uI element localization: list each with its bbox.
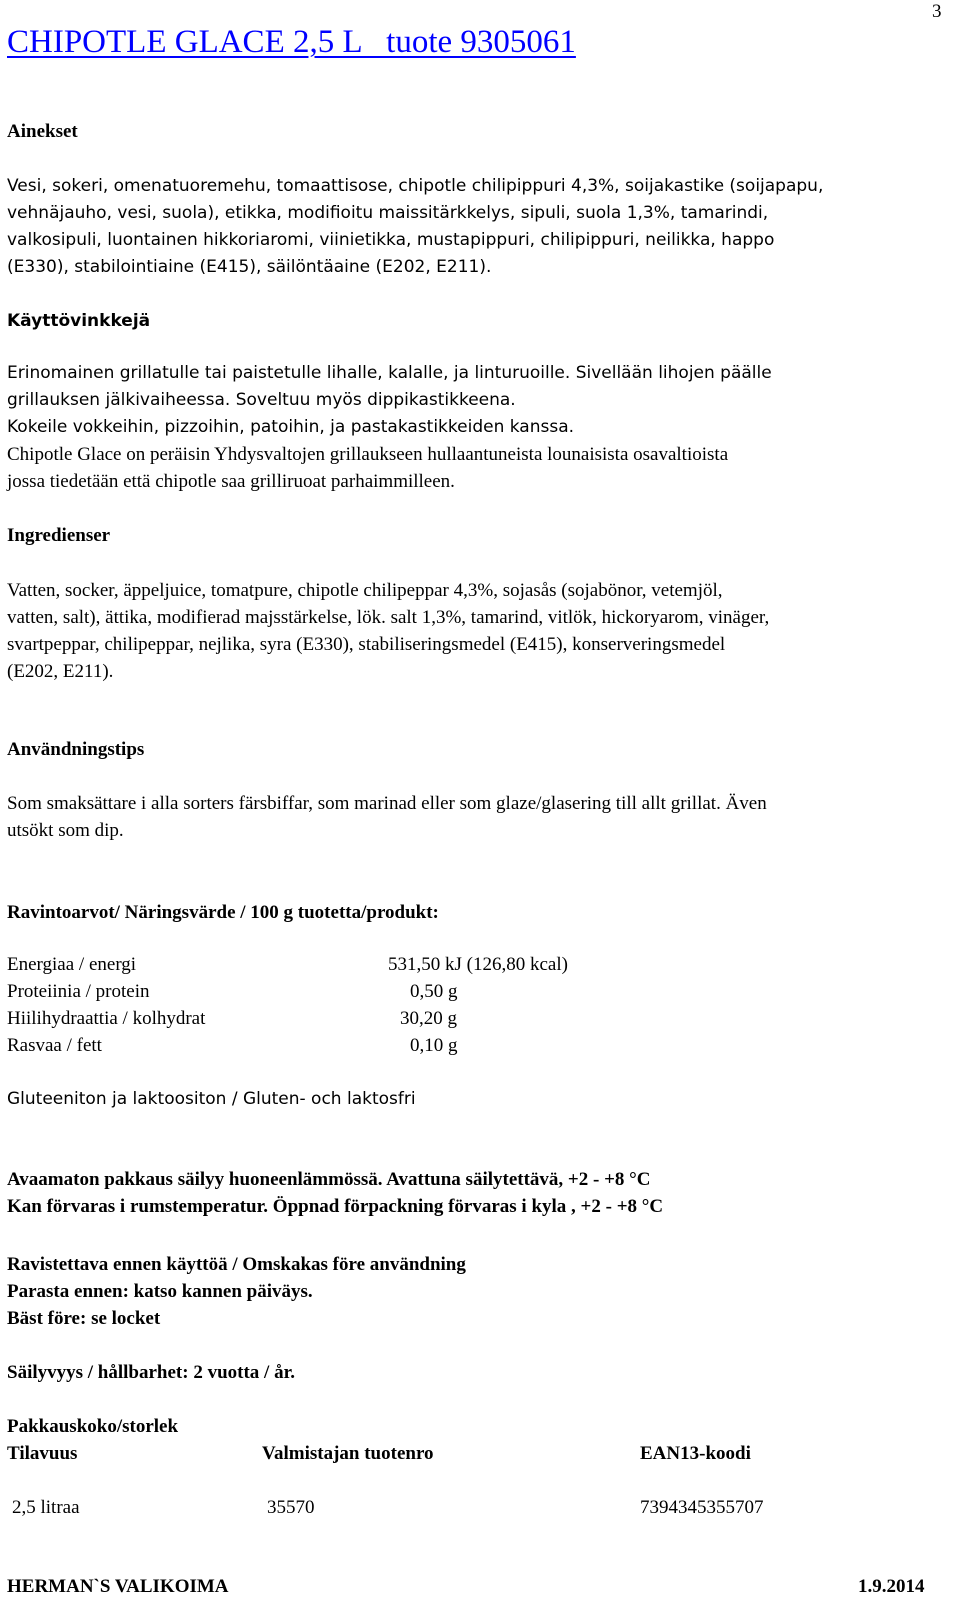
sv-ingredients-heading: Ingredienser [7,525,111,546]
fi-origin-line: jossa tiedetään että chipotle saa grilliruoat parhaimmilleen. [7,471,455,492]
storage-fi: Avaamaton pakkaus säilyy huoneenlämmössä. Avattuna säilytettävä, +2 - +8 °C [7,1169,651,1190]
nutrition-label: Energiaa / energi [7,954,137,975]
packaging-col-manufacturer-no: Valmistajan tuotenro [262,1443,434,1464]
fi-usage-text [7,360,947,441]
gluten-lactose-info: Gluteeniton ja laktoositon / Gluten- och laktosfri [7,1089,416,1109]
sv-ingredients-line: vatten, salt), ättika, modifierad majsstärkelse, lök. salt 1,3%, tamarind, vitlök, hickoryarom, vinäger, [7,607,770,628]
sv-ingredients-text [7,577,947,685]
nutrition-label: Hiilihydraattia / kolhydrat [7,1008,206,1029]
handling-best-before-sv: Bäst före: se locket [7,1308,161,1329]
fi-origin-line: Chipotle Glace on peräisin Yhdysvaltojen grillaukseen hullaantuneista lounaisista osavaltioista [7,444,729,465]
handling-best-before-fi: Parasta ennen: katso kannen päiväys. [7,1281,313,1302]
fi-usage-line: grillauksen jälkivaiheessa. Soveltuu myös dippikastikkeena. [7,390,516,410]
sv-ingredients-line: svartpeppar, chilipeppar, nejlika, syra (E330), stabiliseringsmedel (E415), konserveringsmedel [7,634,726,655]
fi-usage-line: Kokeile vokkeihin, pizzoihin, patoihin, ja pastakastikkeiden kanssa. [7,417,575,437]
sv-ingredients-line: (E202, E211). [7,661,114,682]
sv-usage-text [7,790,947,844]
fi-ingredients-text [7,173,947,281]
packaging-col-volume: Tilavuus [7,1443,78,1464]
nutrition-heading: Ravintoarvot/ Näringsvärde / 100 g tuotetta/produkt: [7,902,439,923]
fi-ingredients-line: valkosipuli, luontainen hikkoriaromi, viinietikka, mustapippuri, chilipippuri, neilikka, happo [7,230,775,250]
packaging-volume-value: 2,5 litraa [12,1497,80,1518]
storage-sv: Kan förvaras i rumstemperatur. Öppnad förpackning förvaras i kyla , +2 - +8 °C [7,1196,664,1217]
nutrition-value: 0,10 g [410,1035,458,1056]
packaging-col-ean: EAN13-koodi [640,1443,751,1464]
sv-usage-heading: Användningstips [7,739,145,760]
fi-ingredients-line: (E330), stabilointiaine (E415), säilöntäaine (E202, E211). [7,257,492,277]
fi-ingredients-line: vehnäjauho, vesi, suola), etikka, modifioitu maissitärkkelys, sipuli, suola 1,3%, tamarindi, [7,203,769,223]
sv-ingredients-line: Vatten, socker, äppeljuice, tomatpure, chipotle chilipeppar 4,3%, sojasås (sojabönor, vetemjöl, [7,580,723,601]
product-title [7,22,576,62]
packaging-heading: Pakkauskoko/storlek [7,1416,179,1437]
fi-usage-line: Erinomainen grillatulle tai paistetulle lihalle, kalalle, ja linturuoille. Sivellään lihojen päälle [7,363,772,383]
fi-origin-text [7,441,947,495]
sv-usage-line: utsökt som dip. [7,820,124,841]
fi-ingredients-heading: Ainekset [7,121,78,142]
footer-brand: HERMAN`S VALIKOIMA [7,1576,229,1597]
packaging-manufacturer-no-value: 35570 [267,1497,315,1518]
fi-ingredients-line: Vesi, sokeri, omenatuoremehu, tomaattisose, chipotle chilipippuri 4,3%, soijakastike (soijapapu, [7,176,824,196]
page-number: 3 [932,1,942,22]
nutrition-value: 30,20 g [400,1008,457,1029]
nutrition-label: Proteiinia / protein [7,981,150,1002]
nutrition-label: Rasvaa / fett [7,1035,102,1056]
fi-usage-heading: Käyttövinkkejä [7,311,151,331]
handling-shake: Ravistettava ennen käyttöä / Omskakas före användning [7,1254,466,1275]
sv-usage-line: Som smaksättare i alla sorters färsbiffar, som marinad eller som glaze/glasering till allt grillat. Även [7,793,767,814]
nutrition-value: 531,50 kJ (126,80 kcal) [388,954,568,975]
shelf-life: Säilyvyys / hållbarhet: 2 vuotta / år. [7,1362,296,1383]
footer-date: 1.9.2014 [858,1576,925,1597]
nutrition-value: 0,50 g [410,981,458,1002]
packaging-ean-value: 7394345355707 [640,1497,764,1518]
product-title-text: CHIPOTLE GLACE 2,5 L tuote 9305061 [7,24,576,60]
